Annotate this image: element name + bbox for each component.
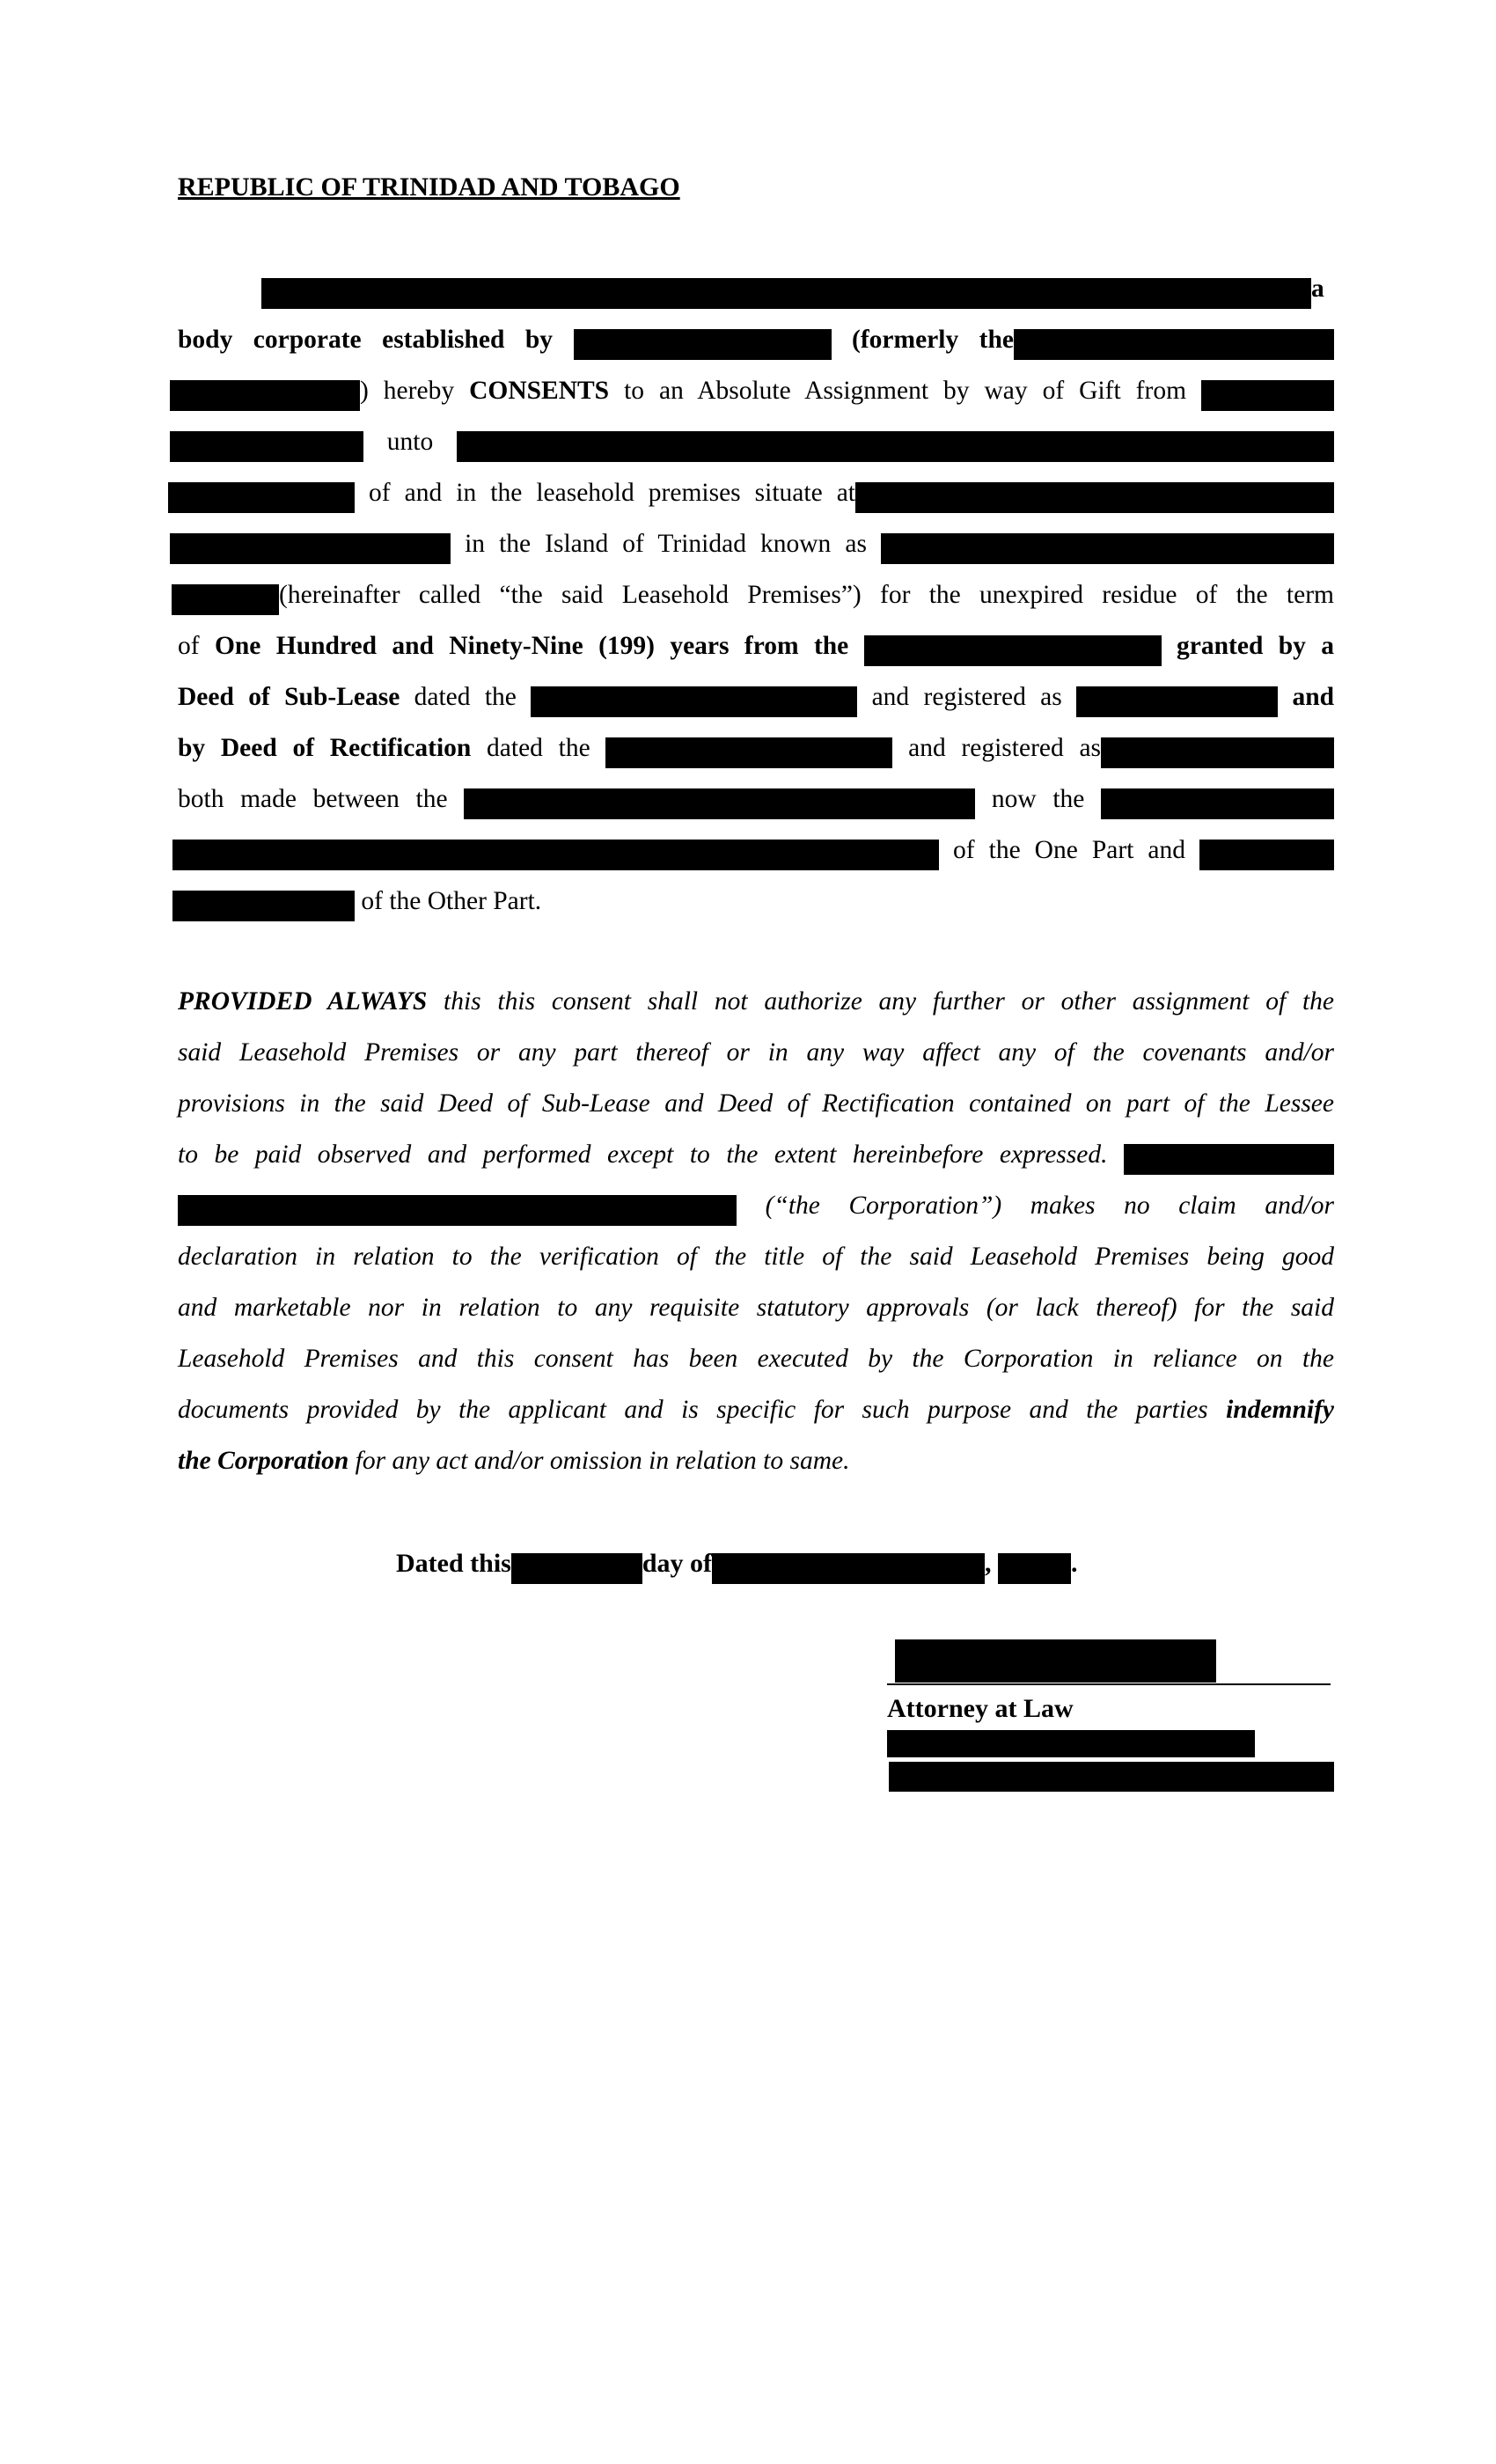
line	[178, 1231, 1334, 1282]
line	[178, 620, 1334, 671]
text: both made between the	[178, 785, 448, 813]
text: granted by a	[1177, 632, 1335, 660]
text: and	[1292, 683, 1335, 711]
line	[170, 365, 1334, 416]
consent-paragraph	[178, 263, 1334, 927]
text: Deed of Sub-Lease	[178, 683, 400, 711]
redaction	[457, 431, 1334, 462]
redaction	[1101, 788, 1334, 819]
attorney-address-redaction	[889, 1762, 1334, 1792]
redaction	[170, 431, 363, 462]
redaction	[881, 533, 1334, 564]
redaction	[864, 635, 1162, 666]
text: (“the Corporation”) makes no claim and/or	[765, 1192, 1335, 1220]
redaction	[172, 584, 279, 615]
text: now the	[991, 785, 1085, 813]
line	[170, 518, 1334, 569]
line	[178, 722, 1334, 774]
redaction	[531, 686, 857, 717]
redaction	[855, 482, 1334, 513]
line	[178, 1129, 1334, 1180]
redaction	[1101, 737, 1334, 768]
line	[178, 1282, 1334, 1333]
line	[178, 1333, 1334, 1384]
text: and marketable nor in relation to any requisite statutory approvals (or lack thereof) for the said	[178, 1294, 1334, 1322]
signature-redaction	[895, 1639, 1216, 1683]
text: Leasehold Premises and this consent has been executed by the Corporation in reliance on the	[178, 1345, 1334, 1373]
text: PROVIDED ALWAYS	[178, 987, 428, 1016]
period: .	[1071, 1549, 1078, 1578]
redaction	[170, 380, 360, 411]
text: dated the	[471, 734, 590, 762]
text: by Deed of Rectification	[178, 734, 472, 762]
line	[178, 671, 1334, 722]
text: declaration in relation to the verification of the title of the said Leasehold Premises being good	[178, 1243, 1334, 1271]
redaction	[170, 533, 451, 564]
text: in the Island of Trinidad known as	[465, 530, 867, 558]
redaction	[168, 482, 355, 513]
text: of the One Part and	[953, 836, 1185, 864]
text: this this consent shall not authorize any further or other assignment of the	[427, 987, 1334, 1016]
text: of and in the leasehold premises situate at	[369, 479, 856, 507]
line	[178, 976, 1334, 1027]
redaction	[1199, 840, 1334, 870]
redaction	[1124, 1144, 1334, 1175]
text: CONSENTS	[469, 377, 610, 405]
redaction-month	[712, 1553, 985, 1584]
redaction	[178, 1195, 737, 1226]
text: a	[1311, 275, 1324, 303]
line	[172, 825, 1334, 876]
dated-line	[396, 1538, 1078, 1589]
text: unto	[386, 428, 434, 456]
attorney-label: Attorney at Law	[887, 1694, 1074, 1723]
text: of the Other Part.	[361, 887, 542, 915]
redaction-year	[998, 1553, 1071, 1584]
line	[178, 1435, 1334, 1486]
proviso-paragraph	[178, 976, 1334, 1486]
text: and registered as	[908, 734, 1102, 762]
comma: ,	[985, 1549, 992, 1578]
redaction	[574, 329, 832, 360]
line	[178, 314, 1334, 365]
redaction	[1076, 686, 1278, 717]
line	[178, 1180, 1334, 1231]
text: of	[178, 632, 215, 660]
text: to be paid observed and performed except to the extent hereinbefore expressed.	[178, 1140, 1108, 1169]
redaction	[605, 737, 892, 768]
line	[178, 1384, 1334, 1435]
redaction-day	[511, 1553, 642, 1584]
line	[168, 467, 1334, 518]
redaction	[172, 891, 355, 921]
text: One Hundred and Ninety-Nine (199) years from the	[214, 632, 849, 660]
text: the Corporation	[178, 1447, 349, 1475]
redaction	[464, 788, 975, 819]
redaction	[1201, 380, 1334, 411]
text: dated the	[400, 683, 517, 711]
document-title: REPUBLIC OF TRINIDAD AND TOBAGO	[178, 172, 680, 202]
line	[178, 774, 1334, 825]
text: body corporate established by	[178, 326, 554, 354]
day-of-label: day of	[642, 1549, 713, 1578]
dated-label: Dated this	[396, 1549, 511, 1578]
text: and registered as	[871, 683, 1062, 711]
text: said Leasehold Premises or any part thereof or in any way affect any of the covenants and/or	[178, 1038, 1334, 1067]
text: indemnify	[1226, 1396, 1334, 1424]
text: to an Absolute Assignment by way of Gift from	[609, 377, 1187, 405]
line	[178, 1027, 1334, 1078]
text: documents provided by the applicant and is specific for such purpose and the parties	[178, 1396, 1227, 1424]
signature-line	[887, 1683, 1331, 1685]
line	[178, 263, 1334, 314]
redaction	[261, 278, 1311, 309]
line	[172, 569, 1334, 620]
text: ) hereby	[360, 377, 470, 405]
text: for any act and/or omission in relation to same.	[348, 1447, 850, 1475]
redaction	[1014, 329, 1334, 360]
redaction	[172, 840, 939, 870]
attorney-name-redaction	[887, 1730, 1255, 1757]
text: (hereinafter called “the said Leasehold Premises”) for the unexpired residue of the term	[279, 581, 1334, 609]
line	[172, 876, 1334, 927]
line	[170, 416, 1334, 467]
text: (formerly the	[852, 326, 1014, 354]
line	[178, 1078, 1334, 1129]
text: provisions in the said Deed of Sub-Lease and Deed of Rectification contained on part of the Lessee	[178, 1089, 1334, 1118]
